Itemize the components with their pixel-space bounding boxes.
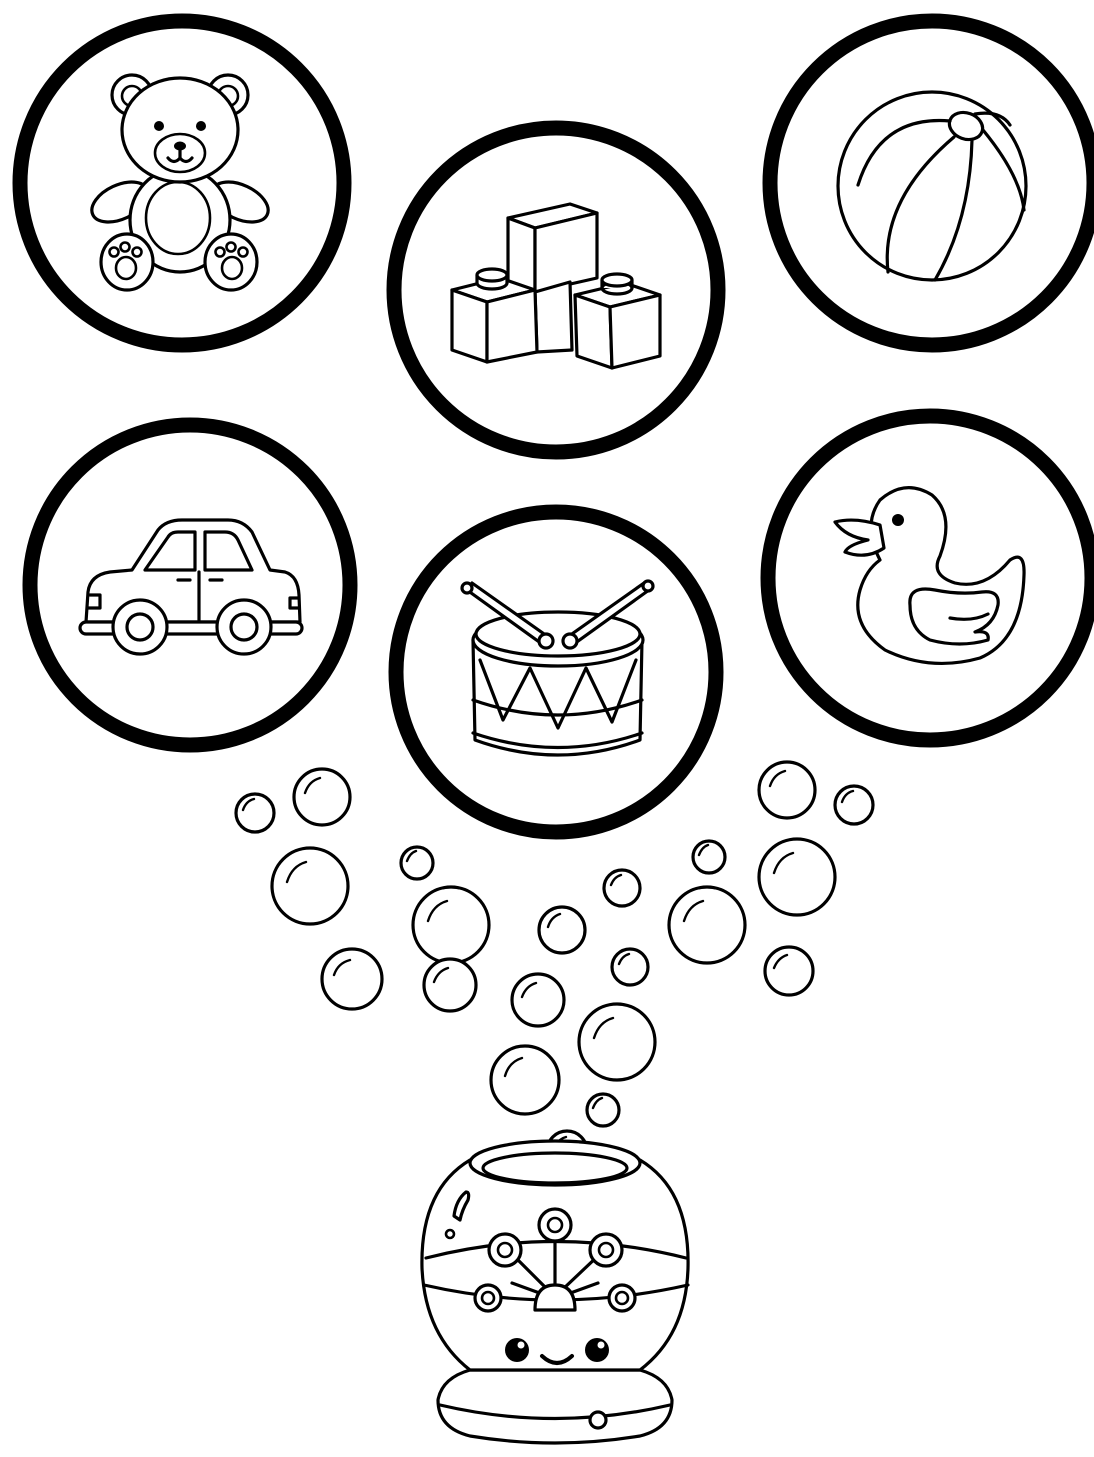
bubble-icon (401, 847, 433, 879)
bubble-icon (322, 949, 382, 1009)
toy-car-medallion (30, 425, 350, 745)
bubble-icon (294, 769, 350, 825)
beach-ball-icon (838, 92, 1026, 280)
bubble-icon (759, 839, 835, 915)
bubble-icon (579, 1004, 655, 1080)
teddy-bear-medallion (20, 21, 344, 345)
bubble-icon (539, 907, 585, 953)
bubble-icon (604, 870, 640, 906)
beach-ball-medallion (770, 21, 1094, 345)
bubble-machine-icon (422, 1141, 688, 1443)
rubber-duck-medallion (768, 416, 1092, 740)
bubble-icon (512, 974, 564, 1026)
bubble-icon (236, 794, 274, 832)
bubble-icon (835, 786, 873, 824)
bubble-icon (413, 887, 489, 963)
bubble-icon (424, 959, 476, 1011)
bubble-icon (765, 947, 813, 995)
toy-drum-medallion (396, 512, 716, 832)
toy-blocks-medallion (394, 128, 718, 452)
bubble-icon (693, 841, 725, 873)
bubble-icon (491, 1046, 559, 1114)
bubble-icon (759, 762, 815, 818)
bubble-icon (272, 848, 348, 924)
bubble-icon (612, 949, 648, 985)
bubble-icon (587, 1094, 619, 1126)
bubble-icon (669, 887, 745, 963)
